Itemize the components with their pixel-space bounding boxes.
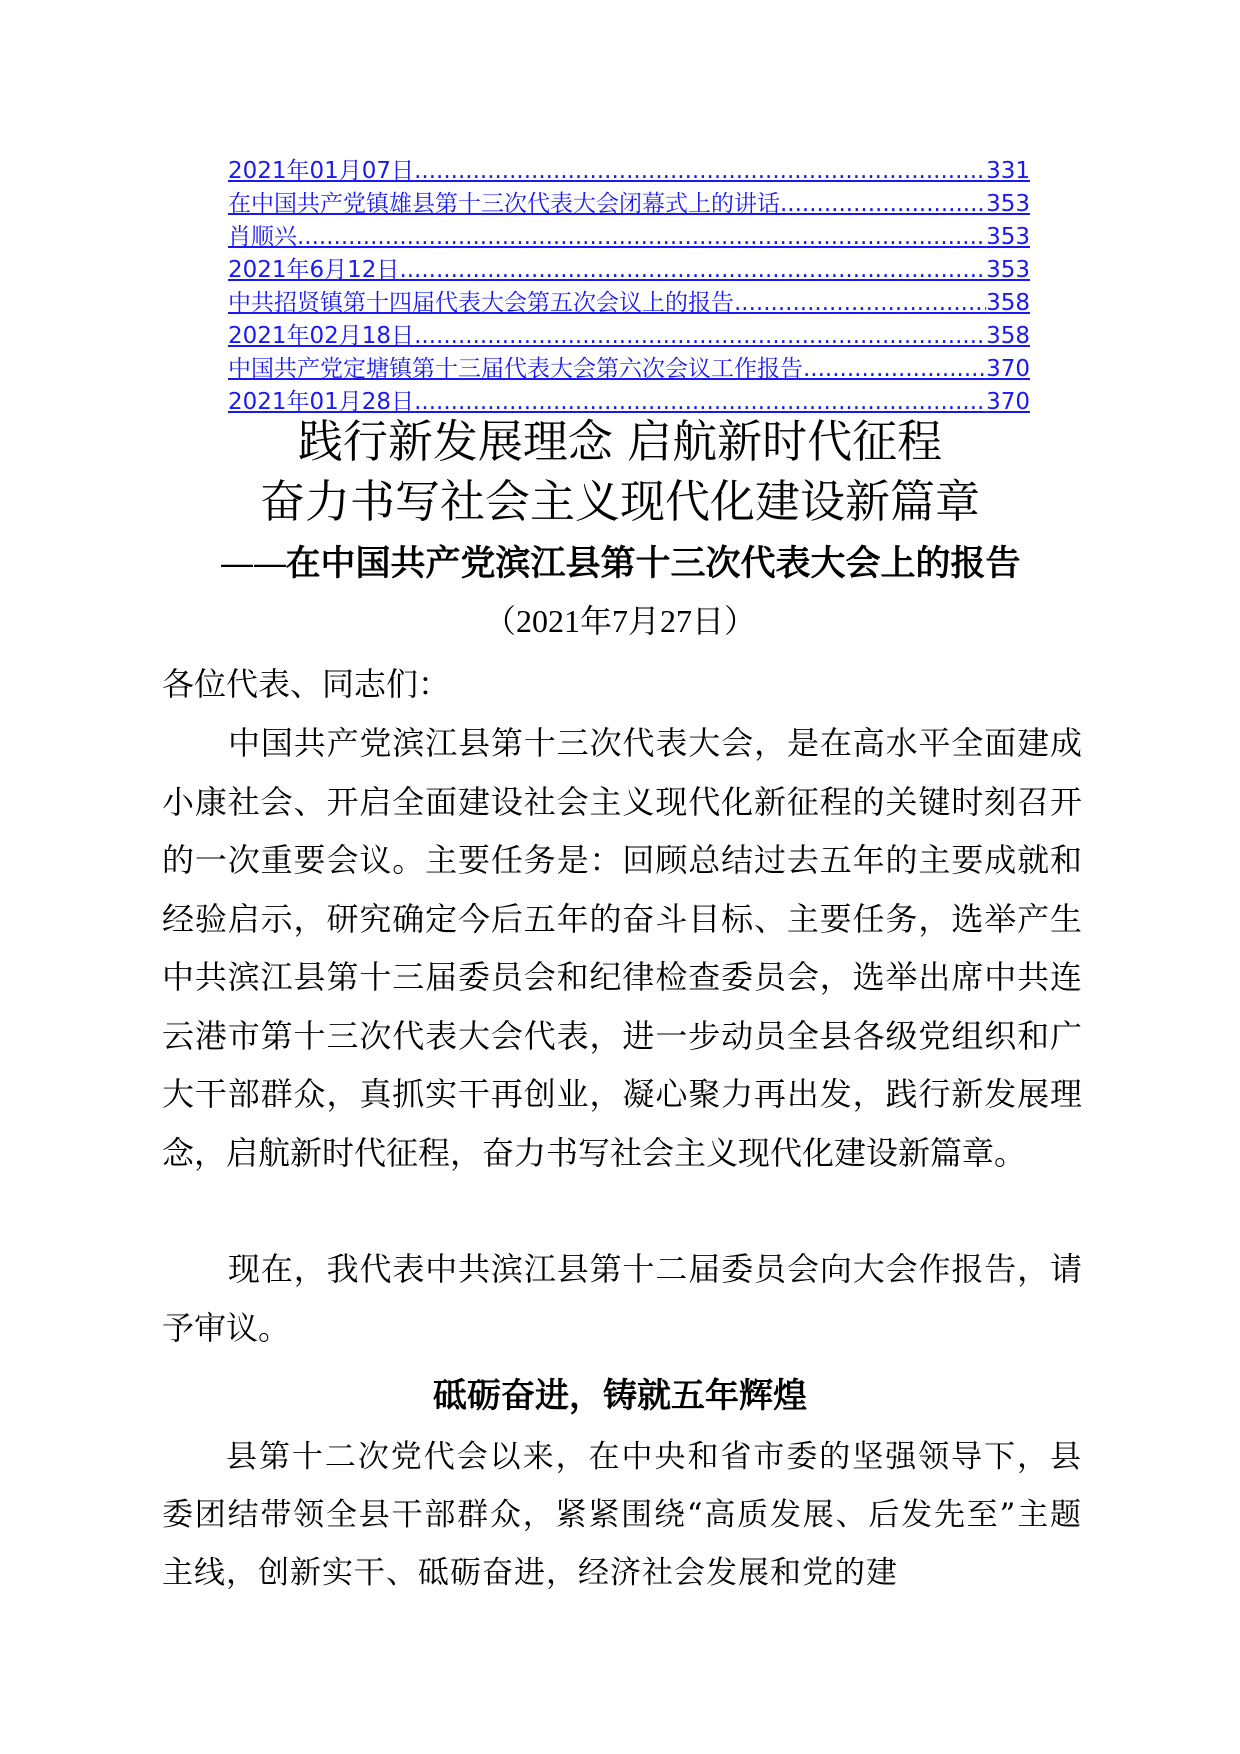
toc-entry-title: 中共招贤镇第十四届代表大会第五次会议上的报告: [228, 290, 734, 316]
toc-entry-page: 353: [986, 257, 1030, 283]
toc-entry[interactable]: [228, 284, 1030, 317]
toc-leader-dots: [414, 158, 986, 185]
toc-entry-page: 353: [986, 191, 1030, 217]
toc-entry[interactable]: [228, 185, 1030, 218]
toc-entry-page: 353: [986, 224, 1030, 250]
toc-entry-page: 331: [986, 158, 1030, 184]
table-of-contents: [228, 152, 1030, 416]
toc-leader-dots: [803, 356, 986, 383]
toc-entry-page: 370: [986, 356, 1030, 382]
toc-entry[interactable]: [228, 218, 1030, 251]
report-date: （2021年7月27日）: [483, 603, 756, 639]
toc-entry[interactable]: [228, 350, 1030, 383]
subtitle-dash: ——: [219, 544, 286, 584]
toc-entry[interactable]: [228, 251, 1030, 284]
toc-entry-page: 358: [986, 323, 1030, 349]
salutation: 各位代表、同志们：: [162, 665, 451, 703]
toc-leader-dots: [399, 257, 986, 284]
paragraph-report-statement: 现在，我代表中共滨江县第十二届委员会向大会作报告，请予审议。: [162, 1250, 1082, 1347]
paragraph-intro: 中国共产党滨江县第十三次代表大会，是在高水平全面建成小康社会、开启全面建设社会主义现代化新征程的关键时刻召开的一次重要会议。主要任务是：回顾总结过去五年的主要成就和经验启示，研究确定今后五年的奋斗目标、主要任务，选举产生中共滨江县第十三届委员会和纪律检查委员会，选举出席中共连云港市第十三次代表大会代表，进一步动员全县各级党组织和广大干部群众，真抓实干再创业，凝心聚力再出发，践行新发展理念，启航新时代征程，奋力书写社会主义现代化建设新篇章。: [162, 724, 1082, 1172]
toc-leader-dots: [414, 323, 986, 350]
report-title-line-1: 践行新发展理念 启航新时代征程: [297, 415, 943, 468]
toc-leader-dots: [414, 389, 986, 416]
toc-entry-title: 2021年02月18日: [228, 323, 415, 349]
section-heading: 砥砺奋进，铸就五年辉煌: [433, 1376, 807, 1416]
toc-entry-title: 肖顺兴: [228, 224, 297, 250]
paragraph-section-1: 县第十二次党代会以来，在中央和省市委的坚强领导下，县委团结带领全县干部群众，紧紧围绕“高质发展、后发先至”主题主线，创新实干、砥砺奋进，经济社会发展和党的建: [162, 1439, 1082, 1591]
report-subtitle: [0, 540, 1240, 588]
toc-entry[interactable]: [228, 152, 1030, 185]
toc-leader-dots: [297, 224, 986, 251]
toc-entry[interactable]: [228, 383, 1030, 416]
toc-leader-dots: [780, 191, 986, 218]
toc-entry-title: 中国共产党定塘镇第十三届代表大会第六次会议工作报告: [228, 356, 803, 382]
toc-entry-page: 358: [986, 290, 1030, 316]
toc-entry-title: 2021年01月07日: [228, 158, 415, 184]
toc-entry[interactable]: [228, 317, 1030, 350]
toc-leader-dots: [734, 290, 986, 317]
toc-entry-title: 在中国共产党镇雄县第十三次代表大会闭幕式上的讲话: [228, 191, 780, 217]
subtitle-text: 在中国共产党滨江县第十三次代表大会上的报告: [285, 543, 1021, 584]
toc-entry-title: 2021年01月28日: [228, 389, 415, 415]
toc-entry-page: 370: [986, 389, 1030, 415]
report-title-line-2: 奋力书写社会主义现代化建设新篇章: [259, 475, 980, 528]
toc-entry-title: 2021年6月12日: [228, 257, 400, 283]
